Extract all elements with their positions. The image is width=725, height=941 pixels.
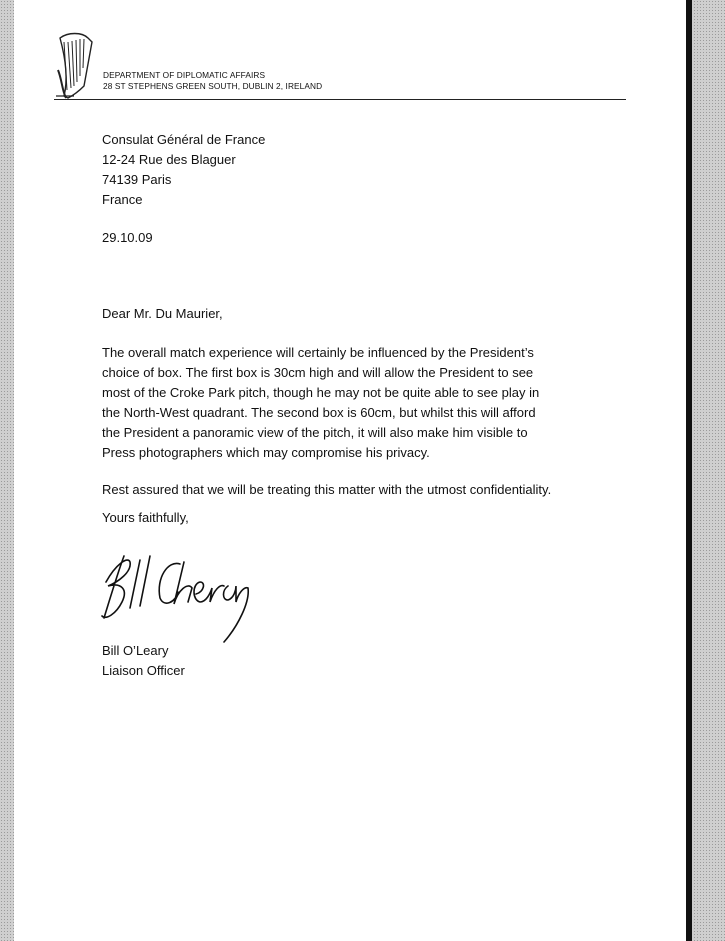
address-line: France [102, 192, 143, 207]
body-line: most of the Croke Park pitch, though he may not be quite able to see play in [102, 385, 540, 400]
address-line: Consulat Général de France [102, 132, 266, 147]
body-line: the President a panoramic view of the pitch, it will also make him visible to [102, 425, 528, 440]
body-paragraph [102, 343, 602, 463]
salutation: Dear Mr. Du Maurier, [102, 306, 223, 321]
letterhead [103, 70, 322, 92]
harp-icon [54, 30, 98, 100]
recipient-address [102, 130, 265, 210]
signer-title: Liaison Officer [102, 663, 185, 678]
signoff: Yours faithfully, [102, 510, 189, 525]
department-address: 28 ST STEPHENS GREEN SOUTH, DUBLIN 2, IRELAND [103, 81, 323, 91]
address-line: 74139 Paris [102, 172, 172, 187]
handwritten-signature [88, 542, 268, 652]
department-name: DEPARTMENT OF DIPLOMATIC AFFAIRS [103, 70, 266, 80]
signer-name: Bill O’Leary [102, 643, 169, 658]
page-edge-shadow [686, 0, 692, 941]
letterhead-rule [54, 99, 626, 100]
signer-block [102, 641, 185, 681]
body-line: Press photographers which may compromise his privacy. [102, 445, 430, 460]
address-line: 12-24 Rue des Blaguer [102, 152, 236, 167]
body-line: choice of box. The first box is 30cm high and will allow the President to see [102, 365, 534, 380]
body-line: the North-West quadrant. The second box is 60cm, but whilst this will afford [102, 405, 536, 420]
closing-paragraph: Rest assured that we will be treating this matter with the utmost confidentiality. [102, 482, 552, 497]
letter-date: 29.10.09 [102, 230, 153, 245]
body-line: The overall match experience will certainly be influenced by the President’s [102, 345, 534, 360]
